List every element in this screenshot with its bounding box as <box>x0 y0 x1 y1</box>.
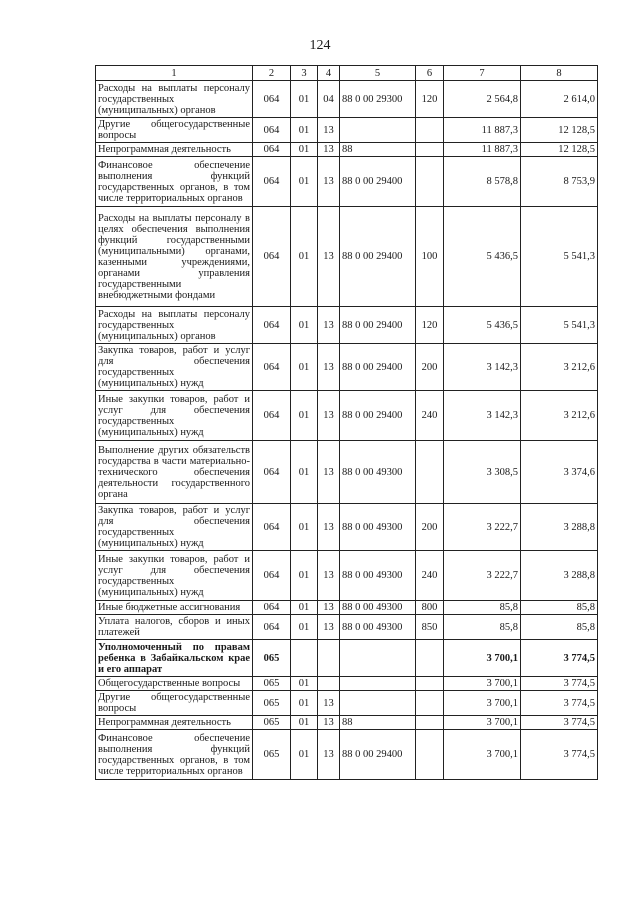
table-row <box>96 143 598 157</box>
subsection-cell: 13 <box>318 551 340 601</box>
row-name-cell: Закупка товаров, работ и услуг для обеспечения государственных (муниципальных) нужд <box>96 504 253 551</box>
row-name-cell: Расходы на выплаты персоналу государственных (муниципальных) органов <box>96 307 253 344</box>
target-article-cell <box>340 691 416 716</box>
amount-year2-cell: 3 774,5 <box>521 677 598 691</box>
section-cell: 01 <box>291 344 318 391</box>
header-row <box>96 66 598 81</box>
expense-type-cell <box>416 640 444 677</box>
admin-code-cell: 064 <box>253 551 291 601</box>
amount-year1-cell: 3 142,3 <box>444 344 521 391</box>
expense-type-cell: 240 <box>416 391 444 441</box>
target-article-cell: 88 0 00 29400 <box>340 307 416 344</box>
expense-type-cell: 100 <box>416 207 444 307</box>
table-row <box>96 691 598 716</box>
table-row <box>96 551 598 601</box>
section-cell: 01 <box>291 716 318 730</box>
table-row <box>96 441 598 504</box>
section-cell: 01 <box>291 677 318 691</box>
expense-type-cell <box>416 118 444 143</box>
table-row <box>96 677 598 691</box>
target-article-cell: 88 0 00 29400 <box>340 207 416 307</box>
expense-type-cell <box>416 441 444 504</box>
admin-code-cell: 064 <box>253 601 291 615</box>
amount-year2-cell: 3 774,5 <box>521 640 598 677</box>
row-name-cell: Расходы на выплаты персоналу в целях обеспечения выполнения функций государственными (муниципальными) органами, казенными учреждениями, органами управления государственными внебюджетными фондами <box>96 207 253 307</box>
admin-code-cell: 064 <box>253 615 291 640</box>
expense-type-cell: 200 <box>416 344 444 391</box>
admin-code-cell: 065 <box>253 677 291 691</box>
subsection-cell: 13 <box>318 391 340 441</box>
table-row <box>96 730 598 780</box>
subsection-cell: 13 <box>318 441 340 504</box>
admin-code-cell: 065 <box>253 691 291 716</box>
section-cell: 01 <box>291 143 318 157</box>
amount-year1-cell: 11 887,3 <box>444 143 521 157</box>
section-cell: 01 <box>291 207 318 307</box>
amount-year1-cell: 5 436,5 <box>444 207 521 307</box>
budget-table <box>95 65 598 780</box>
row-name-cell: Финансовое обеспечение выполнения функций государственных органов, в том числе территориальных органов <box>96 157 253 207</box>
header-cell: 2 <box>253 66 291 81</box>
target-article-cell: 88 0 00 49300 <box>340 551 416 601</box>
subsection-cell: 13 <box>318 344 340 391</box>
amount-year1-cell: 5 436,5 <box>444 307 521 344</box>
row-name-cell: Расходы на выплаты персоналу государственных (муниципальных) органов <box>96 81 253 118</box>
admin-code-cell: 064 <box>253 441 291 504</box>
amount-year1-cell: 3 142,3 <box>444 391 521 441</box>
section-cell: 01 <box>291 441 318 504</box>
subsection-cell: 13 <box>318 716 340 730</box>
amount-year1-cell: 2 564,8 <box>444 81 521 118</box>
amount-year1-cell: 85,8 <box>444 615 521 640</box>
table-row <box>96 81 598 118</box>
section-cell: 01 <box>291 691 318 716</box>
amount-year1-cell: 3 700,1 <box>444 677 521 691</box>
table-row <box>96 615 598 640</box>
table-row <box>96 157 598 207</box>
amount-year2-cell: 3 374,6 <box>521 441 598 504</box>
admin-code-cell: 065 <box>253 730 291 780</box>
row-name-cell: Иные бюджетные ассигнования <box>96 601 253 615</box>
target-article-cell: 88 0 00 49300 <box>340 504 416 551</box>
section-cell: 01 <box>291 307 318 344</box>
header-cell: 7 <box>444 66 521 81</box>
expense-type-cell <box>416 677 444 691</box>
header-cell: 4 <box>318 66 340 81</box>
row-name-cell: Непрограммная деятельность <box>96 143 253 157</box>
amount-year2-cell: 8 753,9 <box>521 157 598 207</box>
subsection-cell: 13 <box>318 157 340 207</box>
amount-year2-cell: 85,8 <box>521 601 598 615</box>
expense-type-cell <box>416 691 444 716</box>
section-cell: 01 <box>291 81 318 118</box>
header-cell: 3 <box>291 66 318 81</box>
table-row <box>96 504 598 551</box>
amount-year2-cell: 3 774,5 <box>521 716 598 730</box>
row-name-cell: Другие общегосударственные вопросы <box>96 691 253 716</box>
target-article-cell: 88 0 00 49300 <box>340 601 416 615</box>
row-name-cell: Финансовое обеспечение выполнения функций государственных органов, в том числе территориальных органов <box>96 730 253 780</box>
amount-year2-cell: 3 774,5 <box>521 691 598 716</box>
amount-year1-cell: 3 700,1 <box>444 640 521 677</box>
amount-year2-cell: 2 614,0 <box>521 81 598 118</box>
admin-code-cell: 065 <box>253 716 291 730</box>
admin-code-cell: 064 <box>253 118 291 143</box>
amount-year2-cell: 3 288,8 <box>521 504 598 551</box>
expense-type-cell: 120 <box>416 307 444 344</box>
table-row <box>96 640 598 677</box>
amount-year1-cell: 3 222,7 <box>444 551 521 601</box>
row-name-cell: Другие общегосударственные вопросы <box>96 118 253 143</box>
table-row <box>96 716 598 730</box>
amount-year1-cell: 85,8 <box>444 601 521 615</box>
admin-code-cell: 064 <box>253 504 291 551</box>
admin-code-cell: 065 <box>253 640 291 677</box>
section-cell: 01 <box>291 391 318 441</box>
section-cell: 01 <box>291 504 318 551</box>
section-cell: 01 <box>291 157 318 207</box>
amount-year2-cell: 3 212,6 <box>521 344 598 391</box>
expense-type-cell: 120 <box>416 81 444 118</box>
subsection-cell: 13 <box>318 615 340 640</box>
row-name-cell: Общегосударственные вопросы <box>96 677 253 691</box>
subsection-cell: 13 <box>318 207 340 307</box>
row-name-cell: Непрограммная деятельность <box>96 716 253 730</box>
amount-year1-cell: 8 578,8 <box>444 157 521 207</box>
amount-year1-cell: 3 308,5 <box>444 441 521 504</box>
amount-year1-cell: 3 700,1 <box>444 716 521 730</box>
amount-year1-cell: 3 700,1 <box>444 730 521 780</box>
target-article-cell: 88 0 00 29400 <box>340 730 416 780</box>
expense-type-cell: 800 <box>416 601 444 615</box>
target-article-cell <box>340 118 416 143</box>
expense-type-cell <box>416 157 444 207</box>
admin-code-cell: 064 <box>253 157 291 207</box>
row-name-cell: Выполнение других обязательств государства в части материально-технического обеспечения деятельности государственного органа <box>96 441 253 504</box>
admin-code-cell: 064 <box>253 81 291 118</box>
amount-year1-cell: 3 222,7 <box>444 504 521 551</box>
row-name-cell: Уплата налогов, сборов и иных платежей <box>96 615 253 640</box>
table-row <box>96 307 598 344</box>
expense-type-cell <box>416 730 444 780</box>
admin-code-cell: 064 <box>253 391 291 441</box>
amount-year1-cell: 11 887,3 <box>444 118 521 143</box>
target-article-cell: 88 0 00 29400 <box>340 391 416 441</box>
expense-type-cell: 200 <box>416 504 444 551</box>
header-cell: 1 <box>96 66 253 81</box>
amount-year1-cell: 3 700,1 <box>444 691 521 716</box>
amount-year2-cell: 12 128,5 <box>521 118 598 143</box>
admin-code-cell: 064 <box>253 344 291 391</box>
section-cell: 01 <box>291 118 318 143</box>
table-row <box>96 601 598 615</box>
row-name-cell: Иные закупки товаров, работ и услуг для обеспечения государственных (муниципальных) нужд <box>96 391 253 441</box>
header-cell: 6 <box>416 66 444 81</box>
expense-type-cell: 240 <box>416 551 444 601</box>
section-cell: 01 <box>291 601 318 615</box>
subsection-cell: 13 <box>318 118 340 143</box>
table-row <box>96 207 598 307</box>
subsection-cell: 04 <box>318 81 340 118</box>
row-name-cell: Иные закупки товаров, работ и услуг для обеспечения государственных (муниципальных) нужд <box>96 551 253 601</box>
subsection-cell: 13 <box>318 730 340 780</box>
amount-year2-cell: 3 212,6 <box>521 391 598 441</box>
table-row <box>96 391 598 441</box>
expense-type-cell: 850 <box>416 615 444 640</box>
target-article-cell: 88 0 00 29400 <box>340 157 416 207</box>
subsection-cell <box>318 640 340 677</box>
table-row <box>96 344 598 391</box>
subsection-cell: 13 <box>318 143 340 157</box>
amount-year2-cell: 3 774,5 <box>521 730 598 780</box>
section-cell <box>291 640 318 677</box>
target-article-cell: 88 0 00 29300 <box>340 81 416 118</box>
admin-code-cell: 064 <box>253 207 291 307</box>
section-cell: 01 <box>291 730 318 780</box>
target-article-cell <box>340 677 416 691</box>
section-cell: 01 <box>291 615 318 640</box>
target-article-cell: 88 0 00 49300 <box>340 441 416 504</box>
subsection-cell: 13 <box>318 691 340 716</box>
expense-type-cell <box>416 716 444 730</box>
subsection-cell: 13 <box>318 307 340 344</box>
admin-code-cell: 064 <box>253 143 291 157</box>
amount-year2-cell: 3 288,8 <box>521 551 598 601</box>
amount-year2-cell: 12 128,5 <box>521 143 598 157</box>
header-cell: 8 <box>521 66 598 81</box>
row-name-cell: Уполномоченный по правам ребенка в Забайкальском крае и его аппарат <box>96 640 253 677</box>
header-cell: 5 <box>340 66 416 81</box>
subsection-cell <box>318 677 340 691</box>
amount-year2-cell: 85,8 <box>521 615 598 640</box>
admin-code-cell: 064 <box>253 307 291 344</box>
target-article-cell: 88 0 00 49300 <box>340 615 416 640</box>
target-article-cell: 88 0 00 29400 <box>340 344 416 391</box>
subsection-cell: 13 <box>318 601 340 615</box>
page-number: 124 <box>309 38 331 53</box>
table-row <box>96 118 598 143</box>
row-name-cell: Закупка товаров, работ и услуг для обеспечения государственных (муниципальных) нужд <box>96 344 253 391</box>
section-cell: 01 <box>291 551 318 601</box>
target-article-cell: 88 <box>340 143 416 157</box>
table-body <box>96 81 598 780</box>
target-article-cell <box>340 640 416 677</box>
subsection-cell: 13 <box>318 504 340 551</box>
amount-year2-cell: 5 541,3 <box>521 207 598 307</box>
target-article-cell: 88 <box>340 716 416 730</box>
expense-type-cell <box>416 143 444 157</box>
amount-year2-cell: 5 541,3 <box>521 307 598 344</box>
